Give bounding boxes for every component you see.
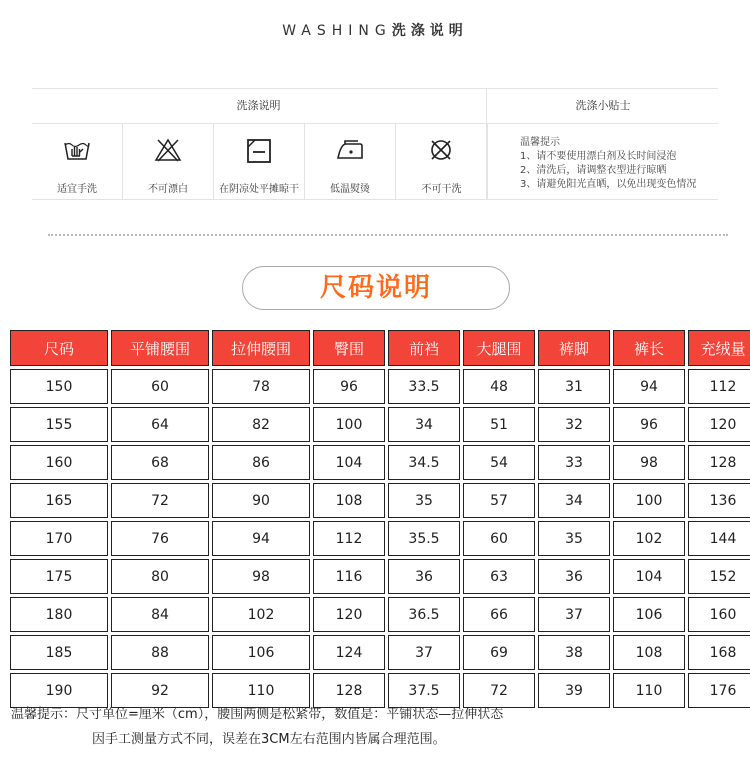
table-cell: 98 — [212, 559, 310, 594]
table-cell: 106 — [212, 635, 310, 670]
table-cell: 106 — [613, 597, 685, 632]
table-cell: 94 — [613, 369, 685, 404]
table-cell: 37 — [538, 597, 610, 632]
header-en: WASHING — [282, 23, 392, 39]
washing-panel — [32, 88, 718, 200]
col-header: 平铺腰围 — [111, 330, 209, 366]
header-cn: 洗涤说明 — [391, 23, 468, 39]
table-cell: 170 — [10, 521, 108, 556]
table-cell: 76 — [111, 521, 209, 556]
page-header — [0, 20, 750, 40]
care-hand-wash — [32, 124, 123, 199]
table-cell: 104 — [613, 559, 685, 594]
care-label: 在阴凉处平摊晾干 — [219, 184, 299, 195]
table-cell: 68 — [111, 445, 209, 480]
table-cell: 104 — [313, 445, 385, 480]
table-cell: 36.5 — [388, 597, 460, 632]
table-cell: 35.5 — [388, 521, 460, 556]
table-row — [10, 521, 750, 556]
care-no-bleach — [123, 124, 214, 199]
table-cell: 124 — [313, 635, 385, 670]
table-cell: 108 — [613, 635, 685, 670]
table-cell: 152 — [688, 559, 750, 594]
care-dry-flat-shade — [214, 124, 305, 199]
washing-icons-row — [32, 124, 488, 199]
size-table — [7, 327, 750, 711]
col-header: 臀围 — [313, 330, 385, 366]
table-cell: 66 — [463, 597, 535, 632]
table-cell: 51 — [463, 407, 535, 442]
table-row — [10, 635, 750, 670]
table-cell: 102 — [212, 597, 310, 632]
hand-wash-icon — [63, 138, 91, 162]
table-cell: 84 — [111, 597, 209, 632]
col-header: 前裆 — [388, 330, 460, 366]
table-cell: 78 — [212, 369, 310, 404]
size-table-header — [10, 330, 750, 366]
table-cell: 35 — [388, 483, 460, 518]
table-row — [10, 483, 750, 518]
care-low-temp-iron — [305, 124, 396, 199]
table-cell: 120 — [313, 597, 385, 632]
tip-item: 1、请不要使用漂白剂及长时间浸泡 — [520, 151, 677, 162]
table-cell: 96 — [313, 369, 385, 404]
table-cell: 176 — [688, 673, 750, 708]
table-cell: 110 — [212, 673, 310, 708]
dry-flat-shade-icon — [245, 138, 273, 164]
col-header: 拉伸腰围 — [212, 330, 310, 366]
table-cell: 136 — [688, 483, 750, 518]
col-header: 大腿围 — [463, 330, 535, 366]
table-cell: 80 — [111, 559, 209, 594]
table-cell: 34.5 — [388, 445, 460, 480]
table-cell: 180 — [10, 597, 108, 632]
table-row — [10, 407, 750, 442]
table-cell: 48 — [463, 369, 535, 404]
table-cell: 150 — [10, 369, 108, 404]
col-header: 裤长 — [613, 330, 685, 366]
washing-instructions-title: 洗涤说明 — [236, 99, 281, 112]
table-cell: 34 — [388, 407, 460, 442]
table-cell: 36 — [538, 559, 610, 594]
table-cell: 108 — [313, 483, 385, 518]
care-label: 不可干洗 — [421, 184, 462, 195]
size-chart-title: 尺码说明 — [242, 266, 510, 310]
table-cell: 69 — [463, 635, 535, 670]
note-line-2: 因手工测量方式不同，误差在3CM左右范围内皆属合理范围。 — [92, 732, 446, 747]
table-cell: 72 — [463, 673, 535, 708]
table-cell: 144 — [688, 521, 750, 556]
table-cell: 116 — [313, 559, 385, 594]
table-cell: 63 — [463, 559, 535, 594]
table-cell: 128 — [313, 673, 385, 708]
table-cell: 112 — [313, 521, 385, 556]
table-row — [10, 369, 750, 404]
table-cell: 165 — [10, 483, 108, 518]
care-label: 不可漂白 — [148, 184, 188, 195]
table-cell: 100 — [613, 483, 685, 518]
table-cell: 88 — [111, 635, 209, 670]
tip-item: 2、清洗后，请调整衣型进行晾晒 — [520, 165, 667, 176]
col-header: 裤脚 — [538, 330, 610, 366]
low-temp-iron-icon — [336, 138, 366, 162]
table-cell: 94 — [212, 521, 310, 556]
table-cell: 35 — [538, 521, 610, 556]
table-cell: 34 — [538, 483, 610, 518]
no-bleach-icon — [154, 138, 182, 162]
table-cell: 60 — [111, 369, 209, 404]
table-cell: 110 — [613, 673, 685, 708]
table-row — [10, 559, 750, 594]
table-cell: 33.5 — [388, 369, 460, 404]
table-cell: 37.5 — [388, 673, 460, 708]
col-header: 充绒量 — [688, 330, 750, 366]
table-cell: 120 — [688, 407, 750, 442]
table-cell: 31 — [538, 369, 610, 404]
dotted-divider — [48, 234, 728, 236]
table-cell: 90 — [212, 483, 310, 518]
table-row — [10, 445, 750, 480]
table-cell: 54 — [463, 445, 535, 480]
table-cell: 175 — [10, 559, 108, 594]
table-cell: 92 — [111, 673, 209, 708]
table-cell: 33 — [538, 445, 610, 480]
table-cell: 98 — [613, 445, 685, 480]
no-dry-clean-icon — [427, 138, 455, 162]
table-cell: 64 — [111, 407, 209, 442]
note-line-1: 温馨提示：尺寸单位=厘米（cm），腰围两侧是松紧带，数值是：平铺状态—拉伸状态 — [11, 707, 504, 722]
care-label: 适宜手洗 — [57, 184, 97, 195]
table-cell: 60 — [463, 521, 535, 556]
table-cell: 32 — [538, 407, 610, 442]
table-cell: 38 — [538, 635, 610, 670]
table-cell: 72 — [111, 483, 209, 518]
table-cell: 36 — [388, 559, 460, 594]
table-cell: 39 — [538, 673, 610, 708]
table-row — [10, 597, 750, 632]
table-cell: 57 — [463, 483, 535, 518]
washing-tips-title: 洗涤小贴士 — [486, 89, 719, 123]
table-cell: 128 — [688, 445, 750, 480]
tip-item: 3、请避免阳光直晒，以免出现变色情况 — [520, 179, 697, 190]
table-cell: 160 — [688, 597, 750, 632]
table-cell: 168 — [688, 635, 750, 670]
table-cell: 112 — [688, 369, 750, 404]
care-label: 低温熨烫 — [330, 184, 370, 195]
table-cell: 102 — [613, 521, 685, 556]
table-cell: 185 — [10, 635, 108, 670]
table-cell: 82 — [212, 407, 310, 442]
care-no-dry-clean — [396, 124, 488, 199]
washing-tips — [486, 124, 719, 199]
col-header: 尺码 — [10, 330, 108, 366]
table-cell: 155 — [10, 407, 108, 442]
tip-heading: 温馨提示 — [520, 137, 560, 148]
table-cell: 96 — [613, 407, 685, 442]
table-cell: 100 — [313, 407, 385, 442]
table-cell: 37 — [388, 635, 460, 670]
table-cell: 190 — [10, 673, 108, 708]
table-cell: 160 — [10, 445, 108, 480]
table-cell: 86 — [212, 445, 310, 480]
